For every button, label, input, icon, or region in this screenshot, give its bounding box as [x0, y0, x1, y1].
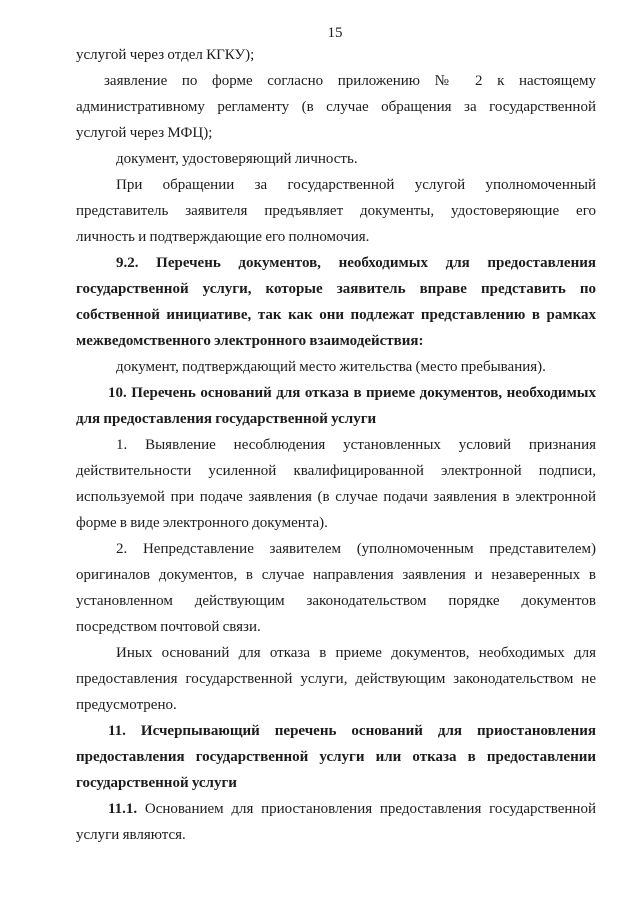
text-line: форме в виде электронного документа).	[76, 515, 328, 531]
text-line: услуги являются.	[76, 827, 186, 843]
text-line: установленном действующим законодательством порядке документов	[76, 593, 596, 609]
heading-line: собственной инициативе, так как они подлежат представлению в рамках	[76, 307, 596, 323]
clause-number: 11.1.	[108, 801, 138, 817]
heading-line: 9.2. Перечень документов, необходимых для предоставления	[116, 255, 596, 271]
text-line: услугой через отдел КГКУ);	[76, 47, 255, 63]
paragraph-identity-document	[76, 146, 596, 172]
text-line: посредством почтовой связи.	[76, 619, 261, 635]
section-heading-10	[76, 380, 596, 432]
text-line: административному регламенту (в случае обращения за государственной	[76, 99, 596, 115]
heading-line: для предоставления государственной услуги	[76, 411, 377, 427]
paragraph-residence-document	[76, 354, 596, 380]
paragraph-refusal-ground-1	[76, 432, 596, 536]
section-heading-11	[76, 718, 596, 796]
text-line: документ, подтверждающий место жительства (место пребывания).	[116, 359, 546, 375]
paragraph-application-form	[76, 68, 596, 146]
heading-line: предоставления государственной услуги или отказа в предоставлении	[76, 749, 596, 765]
heading-line: 11. Исчерпывающий перечень оснований для приостановления	[108, 723, 596, 739]
paragraph-continuation	[76, 42, 596, 68]
heading-line: межведомственного электронного взаимодействия:	[76, 333, 424, 349]
paragraph-refusal-ground-2	[76, 536, 596, 640]
heading-line: государственной услуги, которые заявитель вправе представить по	[76, 281, 596, 297]
text-line: 2. Непредставление заявителем (уполномоченным представителем)	[116, 541, 596, 557]
text-line	[76, 796, 596, 822]
text-line: При обращении за государственной услугой уполномоченный	[116, 177, 596, 193]
text-line: заявление по форме согласно приложению № 2 к настоящему	[104, 73, 596, 89]
section-heading-9-2	[76, 250, 596, 354]
heading-line: государственной услуги	[76, 775, 237, 791]
text-line: услугой через МФЦ);	[76, 125, 213, 141]
document-body	[76, 42, 596, 848]
text-line: представитель заявителя предъявляет документы, удостоверяющие его	[76, 203, 596, 219]
text-line: 1. Выявление несоблюдения установленных условий признания	[116, 437, 596, 453]
text-line: предоставления государственной услуги, действующим законодательством не	[76, 671, 596, 687]
paragraph-no-other-grounds	[76, 640, 596, 718]
text-line: личность и подтверждающие его полномочия.	[76, 229, 370, 245]
paragraph-representative	[76, 172, 596, 250]
text-line: оригиналов документов, в случае направления заявления и незаверенных в	[76, 567, 596, 583]
text-line: действительности усиленной квалифицированной электронной подписи,	[76, 463, 596, 479]
clause-text: Основанием для приостановления предоставления государственной	[144, 801, 596, 817]
heading-line: 10. Перечень оснований для отказа в приеме документов, необходимых	[108, 385, 596, 401]
paragraph-11-1	[76, 796, 596, 848]
text-line: используемой при подаче заявления (в случае подачи заявления в электронной	[76, 489, 596, 505]
text-line: предусмотрено.	[76, 697, 177, 713]
page-number: 15	[327, 25, 343, 41]
text-line: Иных оснований для отказа в приеме документов, необходимых для	[116, 645, 596, 661]
text-line: документ, удостоверяющий личность.	[116, 151, 358, 167]
